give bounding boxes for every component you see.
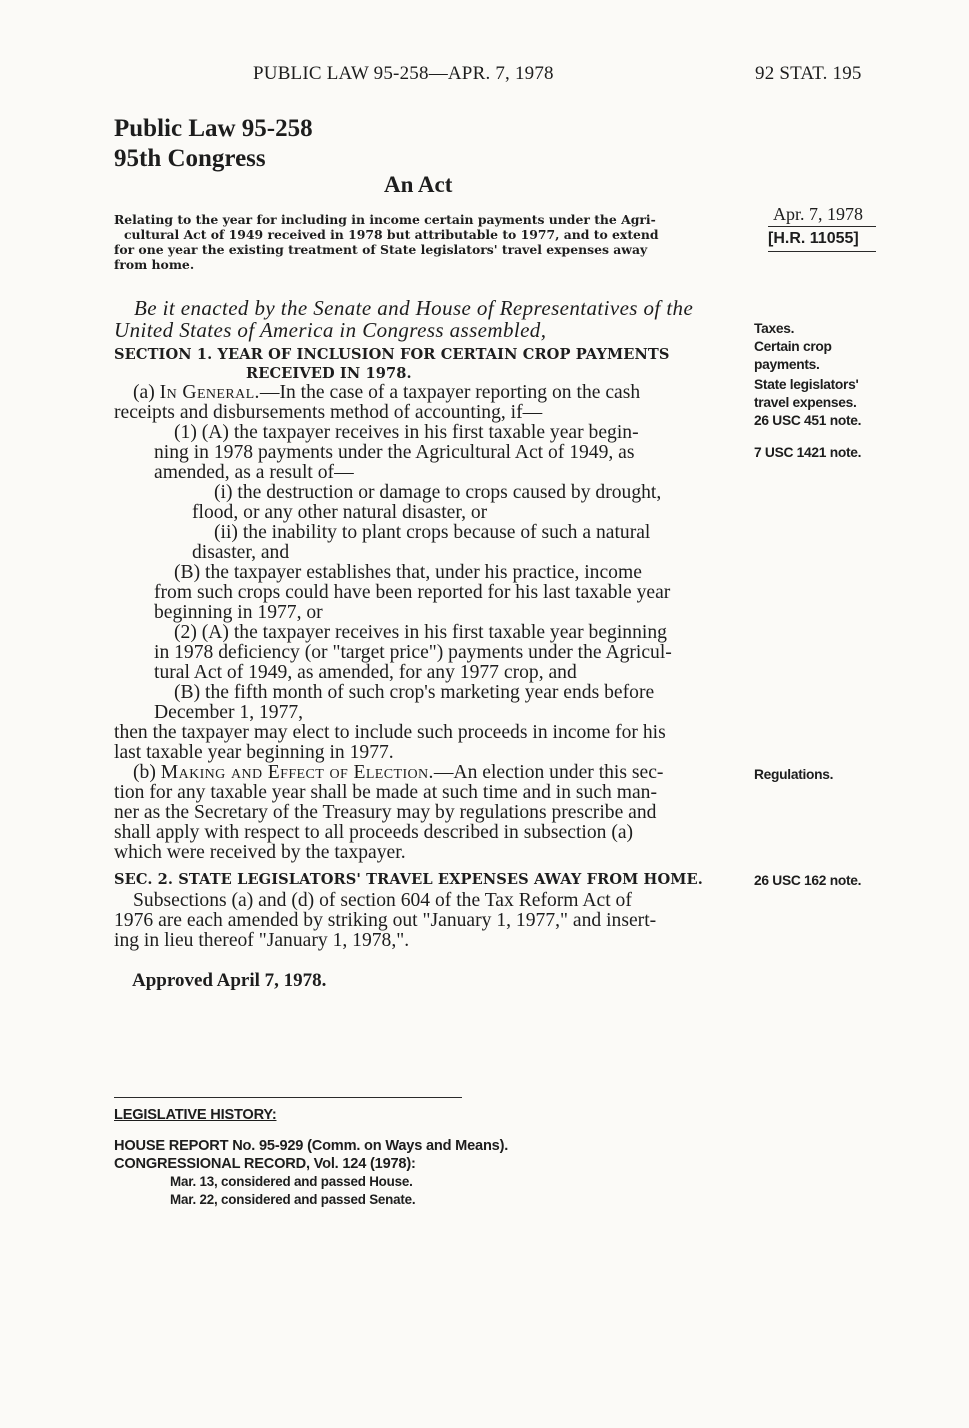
purpose-line: Relating to the year for including in income certain payments under the Agri-	[114, 212, 656, 227]
text-line: (B) the fifth month of such crop's marketing year ends before	[174, 682, 655, 703]
history-entry-senate: Mar. 22, considered and passed Senate.	[170, 1192, 416, 1207]
purpose-line: cultural Act of 1949 received in 1978 but attributable to 1977, and to extend	[124, 227, 659, 242]
purpose-line: from home.	[114, 257, 195, 272]
subsection-caption: In General.	[159, 382, 260, 403]
act-purpose	[114, 212, 734, 272]
subsection-b	[114, 763, 736, 783]
section-2-body	[114, 891, 736, 951]
enacting-clause-line: United States of America in Congress assembled,	[114, 318, 547, 342]
section-1-body	[114, 383, 736, 863]
text-line: shall apply with respect to all proceeds described in subsection (a)	[114, 822, 634, 843]
subsection-a	[114, 383, 736, 403]
history-entry-house: Mar. 13, considered and passed House.	[170, 1174, 413, 1189]
margin-note-state: State legislators'	[754, 377, 859, 392]
text-line: —In the case of a taxpayer reporting on the cash	[259, 382, 641, 403]
approval-date: Approved April 7, 1978.	[132, 970, 327, 991]
section-1-heading: SECTION 1. YEAR OF INCLUSION FOR CERTAIN CROP PAYMENTS	[114, 346, 670, 363]
margin-date: Apr. 7, 1978	[773, 204, 863, 224]
text-line: ing in lieu thereof "January 1, 1978,".	[114, 930, 410, 951]
text-line: disaster, and	[192, 542, 290, 563]
statute-reference: 92 STAT. 195	[755, 63, 862, 84]
text-line: which were received by the taxpayer.	[114, 842, 406, 863]
text-line: (ii) the inability to plant crops because of such a natural	[214, 522, 651, 543]
section-1-heading-cont: RECEIVED IN 1978.	[246, 365, 412, 382]
enacting-clause-line: Be it enacted by the Senate and House of Representatives of the	[134, 296, 694, 320]
legislative-history-heading: LEGISLATIVE HISTORY:	[114, 1107, 277, 1123]
text-line: Subsections (a) and (d) of section 604 of the Tax Reform Act of	[133, 890, 632, 911]
margin-note-usc-7-1421: 7 USC 1421 note.	[754, 445, 862, 460]
text-line: tural Act of 1949, as amended, for any 1977 crop, and	[154, 662, 577, 683]
margin-bill-rule	[768, 251, 876, 252]
margin-bill-number: [H.R. 11055]	[768, 230, 859, 247]
text-line: receipts and disbursements method of accounting, if—	[114, 402, 543, 423]
margin-note-usc-26-162: 26 USC 162 note.	[754, 873, 862, 888]
act-label: An Act	[384, 172, 453, 197]
text-line: December 1, 1977,	[154, 702, 304, 723]
text-line: in 1978 deficiency (or "target price") payments under the Agricul-	[154, 642, 672, 663]
text-line: (1) (A) the taxpayer receives in his first taxable year begin-	[174, 422, 639, 443]
text-line: ner as the Secretary of the Treasury may by regulations prescribe and	[114, 802, 657, 823]
text-line: then the taxpayer may elect to include such proceeds in income for his	[114, 722, 666, 743]
margin-note-regulations: Regulations.	[754, 767, 834, 782]
subsection-label: (a)	[133, 382, 160, 403]
margin-note-crop: Certain crop	[754, 339, 832, 354]
text-line: ning in 1978 payments under the Agricultural Act of 1949, as	[154, 442, 635, 463]
section-2-heading: SEC. 2. STATE LEGISLATORS' TRAVEL EXPENSES AWAY FROM HOME.	[114, 871, 703, 888]
text-line: (2) (A) the taxpayer receives in his first taxable year beginning	[174, 622, 667, 643]
margin-note-state-cont: travel expenses.	[754, 395, 857, 410]
text-line: 1976 are each amended by striking out "January 1, 1977," and insert-	[114, 910, 657, 931]
running-title: PUBLIC LAW 95-258—APR. 7, 1978	[253, 63, 554, 84]
subsection-label: (b)	[133, 762, 161, 783]
text-line: (B) the taxpayer establishes that, under his practice, income	[174, 562, 642, 583]
public-law-number: Public Law 95-258	[114, 115, 313, 142]
text-line: amended, as a result of—	[154, 462, 354, 483]
text-line: (i) the destruction or damage to crops caused by drought,	[214, 482, 662, 503]
text-line: —An election under this sec-	[433, 762, 664, 783]
text-line: flood, or any other natural disaster, or	[192, 502, 488, 523]
subsection-caption: Making and Effect of Election.	[160, 762, 434, 783]
legislative-history-rule	[114, 1097, 462, 1098]
margin-note-usc-26-451: 26 USC 451 note.	[754, 413, 862, 428]
margin-note-taxes: Taxes.	[754, 321, 795, 336]
purpose-line: for one year the existing treatment of State legislators' travel expenses away	[114, 242, 648, 257]
text-line: tion for any taxable year shall be made at such time and in such man-	[114, 782, 657, 803]
congress-number: 95th Congress	[114, 145, 266, 172]
margin-date-rule	[768, 226, 876, 227]
text-line: beginning in 1977, or	[154, 602, 323, 623]
house-report: HOUSE REPORT No. 95-929 (Comm. on Ways and Means).	[114, 1138, 509, 1154]
margin-note-crop-cont: payments.	[754, 357, 820, 372]
text-line: from such crops could have been reported for his last taxable year	[154, 582, 671, 603]
text-line: last taxable year beginning in 1977.	[114, 742, 394, 763]
congressional-record: CONGRESSIONAL RECORD, Vol. 124 (1978):	[114, 1156, 416, 1172]
